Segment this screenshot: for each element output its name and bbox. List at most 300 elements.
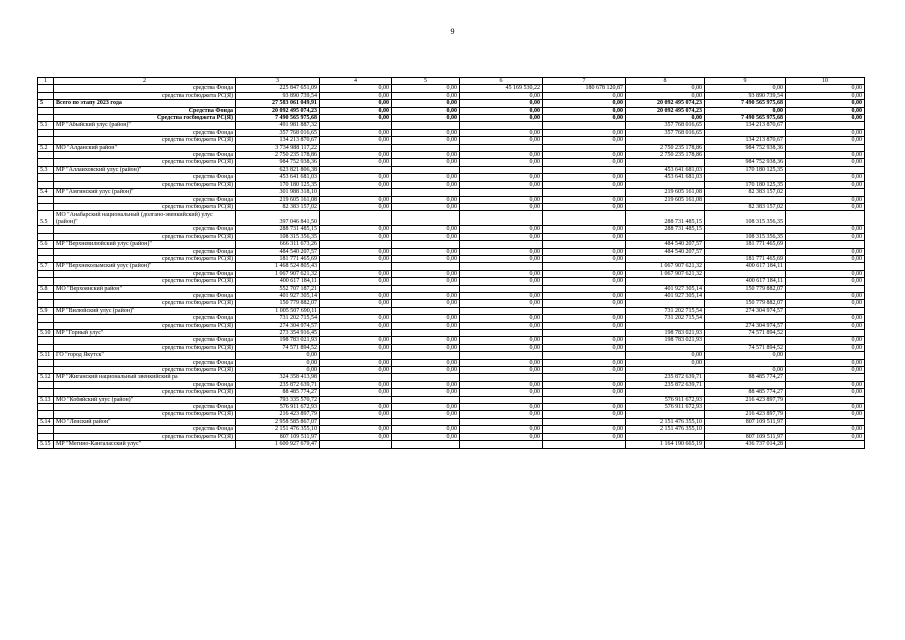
amount-cell: 0,00 <box>786 152 865 159</box>
amount-cell: 453 641 681,03 <box>626 166 705 173</box>
amount-cell <box>543 330 626 337</box>
amount-cell: 0,00 <box>786 226 865 233</box>
funding-source-cell: средства госбюджета РС(Я) <box>54 300 236 307</box>
column-number-cell: 5 <box>392 78 460 85</box>
amount-cell: 0,00 <box>460 226 543 233</box>
funding-source-cell: средства Фонда <box>54 129 236 136</box>
amount-cell: 0,00 <box>392 404 460 411</box>
row-number-cell <box>38 196 54 203</box>
amount-cell: 0,00 <box>460 344 543 351</box>
amount-cell: 0,00 <box>543 92 626 99</box>
table-row <box>38 174 865 181</box>
amount-cell <box>543 441 626 448</box>
funding-source-cell: средства Фонда <box>54 196 236 203</box>
funding-source-cell: Средства госбюджета РС(Я) <box>54 115 236 122</box>
amount-cell: 324 358 413,98 <box>236 374 320 381</box>
amount-cell: 0,00 <box>786 129 865 136</box>
amount-cell: 0,00 <box>320 181 392 188</box>
municipality-name-cell: МР "Абыйский улус (район)" <box>54 122 236 129</box>
amount-cell: 484 540 207,57 <box>626 248 705 255</box>
amount-cell: 170 180 125,35 <box>705 166 786 173</box>
funding-source-cell: средства Фонда <box>54 337 236 344</box>
table-row <box>38 278 865 285</box>
amount-cell: 0,00 <box>543 270 626 277</box>
row-number-cell <box>38 322 54 329</box>
amount-cell: 0,00 <box>786 248 865 255</box>
amount-cell: 397 046 841,50 <box>236 211 320 226</box>
amount-cell <box>392 418 460 425</box>
amount-cell: 288 731 485,15 <box>626 226 705 233</box>
amount-cell: 0,00 <box>460 107 543 114</box>
amount-cell: 74 571 894,52 <box>236 344 320 351</box>
amount-cell <box>460 166 543 173</box>
table-row <box>38 292 865 299</box>
amount-cell: 219 605 161,08 <box>626 189 705 196</box>
municipality-name-cell: МР "Горный улус" <box>54 330 236 337</box>
row-number-cell: 5.2 <box>38 144 54 151</box>
amount-cell: 273 354 916,45 <box>236 330 320 337</box>
amount-cell: 0,00 <box>320 255 392 262</box>
amount-cell <box>392 263 460 270</box>
amount-cell <box>320 307 392 314</box>
amount-cell: 150 779 882,07 <box>236 300 320 307</box>
amount-cell <box>705 337 786 344</box>
amount-cell: 2 750 235 178,86 <box>626 144 705 151</box>
row-number-cell <box>38 159 54 166</box>
amount-cell: 0,00 <box>786 159 865 166</box>
row-number-cell <box>38 181 54 188</box>
amount-cell <box>705 174 786 181</box>
table-row <box>38 107 865 114</box>
amount-cell: 88 485 774,27 <box>236 389 320 396</box>
amount-cell: 0,00 <box>320 196 392 203</box>
amount-cell: 0,00 <box>320 315 392 322</box>
row-number-cell <box>38 270 54 277</box>
row-number-cell: 5.12 <box>38 374 54 381</box>
amount-cell <box>786 263 865 270</box>
table-row <box>38 285 865 292</box>
amount-cell <box>320 144 392 151</box>
amount-cell: 0,00 <box>786 196 865 203</box>
amount-cell: 0,00 <box>460 278 543 285</box>
amount-cell <box>626 233 705 240</box>
table-row <box>38 344 865 351</box>
column-number-cell: 10 <box>786 78 865 85</box>
amount-cell: 0,00 <box>320 92 392 99</box>
table-row <box>38 255 865 262</box>
row-number-cell <box>38 381 54 388</box>
amount-cell: 198 783 021,93 <box>626 330 705 337</box>
amount-cell: 0,00 <box>543 107 626 114</box>
amount-cell <box>543 285 626 292</box>
amount-cell: 0,00 <box>392 381 460 388</box>
table-row <box>38 404 865 411</box>
amount-cell: 0,00 <box>705 367 786 374</box>
row-number-cell: 5.10 <box>38 330 54 337</box>
table-row <box>38 166 865 173</box>
amount-cell: 0,00 <box>786 433 865 440</box>
amount-cell: 0,00 <box>786 233 865 240</box>
amount-cell: 7 490 565 975,68 <box>705 100 786 107</box>
municipality-name-cell: ГО "город Якутск" <box>54 352 236 359</box>
amount-cell: 1 164 190 665,19 <box>626 441 705 448</box>
amount-cell: 0,00 <box>392 337 460 344</box>
amount-cell: 0,00 <box>460 292 543 299</box>
amount-cell: 731 202 715,54 <box>626 315 705 322</box>
amount-cell <box>320 418 392 425</box>
column-number-cell: 7 <box>543 78 626 85</box>
amount-cell <box>705 196 786 203</box>
amount-cell: 0,00 <box>460 203 543 210</box>
amount-cell: 0,00 <box>543 367 626 374</box>
funding-source-cell: средства госбюджета РС(Я) <box>54 278 236 285</box>
amount-cell: 0,00 <box>320 344 392 351</box>
amount-cell: 0,00 <box>392 270 460 277</box>
amount-cell: 0,00 <box>460 404 543 411</box>
amount-cell: 82 383 157,02 <box>705 189 786 196</box>
table-row <box>38 159 865 166</box>
amount-cell: 0,00 <box>392 85 460 92</box>
amount-cell: 0,00 <box>392 203 460 210</box>
amount-cell: 235 872 639,71 <box>626 381 705 388</box>
amount-cell <box>626 159 705 166</box>
amount-cell: 0,00 <box>320 292 392 299</box>
amount-cell: 0,00 <box>543 233 626 240</box>
amount-cell <box>460 352 543 359</box>
amount-cell: 82 383 157,02 <box>236 203 320 210</box>
amount-cell: 401 927 305,14 <box>626 285 705 292</box>
amount-cell <box>786 374 865 381</box>
amount-cell: 0,00 <box>320 159 392 166</box>
amount-cell: 0,00 <box>460 300 543 307</box>
amount-cell: 0,00 <box>786 203 865 210</box>
amount-cell <box>786 352 865 359</box>
amount-cell: 0,00 <box>320 152 392 159</box>
amount-cell: 0,00 <box>392 344 460 351</box>
amount-cell: 0,00 <box>543 174 626 181</box>
row-number-cell: 5.8 <box>38 285 54 292</box>
funding-source-cell: средства Фонда <box>54 404 236 411</box>
amount-cell <box>392 241 460 248</box>
funding-source-cell: средства Фонда <box>54 85 236 92</box>
amount-cell <box>705 359 786 366</box>
funding-source-cell: средства Фонда <box>54 315 236 322</box>
table-row <box>38 307 865 314</box>
amount-cell: 2 750 235 178,86 <box>626 152 705 159</box>
amount-cell: 216 423 897,79 <box>236 411 320 418</box>
amount-cell <box>705 226 786 233</box>
row-number-cell: 5.7 <box>38 263 54 270</box>
funding-source-cell: средства Фонда <box>54 426 236 433</box>
amount-cell <box>705 404 786 411</box>
amount-cell: 0,00 <box>786 255 865 262</box>
amount-cell: 45 169 530,22 <box>460 85 543 92</box>
row-number-cell: 5.3 <box>38 166 54 173</box>
amount-cell <box>320 352 392 359</box>
amount-cell: 0,00 <box>543 278 626 285</box>
amount-cell <box>626 278 705 285</box>
amount-cell: 0,00 <box>392 255 460 262</box>
amount-cell: 0,00 <box>786 92 865 99</box>
amount-cell <box>705 270 786 277</box>
amount-cell: 0,00 <box>460 270 543 277</box>
amount-cell <box>392 122 460 129</box>
amount-cell: 400 617 184,11 <box>705 263 786 270</box>
amount-cell: 0,00 <box>786 270 865 277</box>
amount-cell: 0,00 <box>460 181 543 188</box>
amount-cell <box>460 144 543 151</box>
amount-cell: 0,00 <box>705 85 786 92</box>
funding-source-cell: средства госбюджета РС(Я) <box>54 203 236 210</box>
table-row <box>38 115 865 122</box>
table-row <box>38 300 865 307</box>
amount-cell: 0,00 <box>786 85 865 92</box>
column-number-cell: 2 <box>54 78 236 85</box>
amount-cell <box>626 255 705 262</box>
table-row <box>38 330 865 337</box>
row-number-cell <box>38 203 54 210</box>
amount-cell: 1 067 907 621,32 <box>236 270 320 277</box>
amount-cell: 181 771 465,69 <box>236 255 320 262</box>
amount-cell <box>320 166 392 173</box>
amount-cell <box>543 352 626 359</box>
funding-source-cell: Средства Фонда <box>54 107 236 114</box>
row-number-cell <box>38 115 54 122</box>
funding-source-cell: средства Фонда <box>54 226 236 233</box>
amount-cell: 0,00 <box>320 411 392 418</box>
amount-cell <box>392 144 460 151</box>
amount-cell <box>543 144 626 151</box>
amount-cell: 0,00 <box>786 367 865 374</box>
amount-cell: 0,00 <box>320 359 392 366</box>
amount-cell: 731 202 715,54 <box>626 307 705 314</box>
amount-cell: 288 731 485,15 <box>626 211 705 226</box>
amount-cell: 0,00 <box>320 300 392 307</box>
amount-cell: 0,00 <box>786 137 865 144</box>
table-row <box>38 315 865 322</box>
amount-cell: 0,00 <box>460 426 543 433</box>
amount-cell: 0,00 <box>626 359 705 366</box>
table-row <box>38 411 865 418</box>
municipality-name-cell: МО "Анабарский национальный (долгано-эвенкийский) улус (район)" <box>54 211 236 226</box>
amount-cell: 198 783 021,93 <box>626 337 705 344</box>
amount-cell: 0,00 <box>543 255 626 262</box>
column-number-cell: 6 <box>460 78 543 85</box>
amount-cell: 3 734 988 117,22 <box>236 144 320 151</box>
amount-cell <box>320 330 392 337</box>
table-row <box>38 263 865 270</box>
table-row <box>38 92 865 99</box>
amount-cell: 150 779 882,07 <box>705 285 786 292</box>
amount-cell: 1 067 907 621,32 <box>626 263 705 270</box>
amount-cell <box>543 189 626 196</box>
amount-cell: 93 890 739,54 <box>705 92 786 99</box>
amount-cell: 108 315 356,35 <box>705 233 786 240</box>
amount-cell: 0,00 <box>460 233 543 240</box>
amount-cell <box>392 441 460 448</box>
amount-cell: 0,00 <box>786 300 865 307</box>
amount-cell: 82 383 157,02 <box>705 203 786 210</box>
municipality-name-cell: МО "Ленский район" <box>54 418 236 425</box>
amount-cell: 0,00 <box>392 233 460 240</box>
table-row <box>38 137 865 144</box>
amount-cell: 0,00 <box>460 381 543 388</box>
amount-cell <box>786 144 865 151</box>
amount-cell: 2 151 476 355,10 <box>626 426 705 433</box>
row-number-cell <box>38 292 54 299</box>
row-number-cell <box>38 248 54 255</box>
amount-cell: 0,00 <box>460 337 543 344</box>
table-row <box>38 181 865 188</box>
row-number-cell <box>38 174 54 181</box>
amount-cell: 108 315 356,35 <box>705 211 786 226</box>
amount-cell: 0,00 <box>460 152 543 159</box>
amount-cell: 2 958 585 867,07 <box>236 418 320 425</box>
row-number-cell: 5.11 <box>38 352 54 359</box>
amount-cell: 0,00 <box>786 292 865 299</box>
municipality-name-cell: МР "Мегино-Кангаласский улус" <box>54 441 236 448</box>
amount-cell: 1 468 524 805,43 <box>236 263 320 270</box>
amount-cell: 0,00 <box>786 404 865 411</box>
amount-cell: 0,00 <box>460 248 543 255</box>
amount-cell <box>460 396 543 403</box>
amount-cell: 807 109 511,97 <box>705 418 786 425</box>
amount-cell <box>786 166 865 173</box>
amount-cell <box>460 211 543 226</box>
funding-source-cell: средства госбюджета РС(Я) <box>54 389 236 396</box>
table-row <box>38 211 865 226</box>
amount-cell: 170 180 125,35 <box>236 181 320 188</box>
funding-source-cell: средства Фонда <box>54 152 236 159</box>
table-row <box>38 389 865 396</box>
table-row <box>38 322 865 329</box>
amount-cell: 0,00 <box>392 159 460 166</box>
row-number-cell <box>38 367 54 374</box>
funding-source-cell: средства госбюджета РС(Я) <box>54 255 236 262</box>
amount-cell: 793 335 570,72 <box>236 396 320 403</box>
amount-cell <box>786 307 865 314</box>
amount-cell: 484 540 207,57 <box>236 248 320 255</box>
row-number-cell <box>38 411 54 418</box>
amount-cell <box>320 374 392 381</box>
amount-cell: 0,00 <box>320 203 392 210</box>
amount-cell: 235 872 639,71 <box>236 381 320 388</box>
amount-cell <box>786 211 865 226</box>
funding-source-cell: средства госбюджета РС(Я) <box>54 181 236 188</box>
table-row <box>38 189 865 196</box>
amount-cell: 20 092 495 074,23 <box>626 107 705 114</box>
municipality-name-cell: МР "Вилюйский улус (район)" <box>54 307 236 314</box>
amount-cell: 807 109 511,97 <box>236 433 320 440</box>
municipality-name-cell: МР "Амгинский улус (район)" <box>54 189 236 196</box>
amount-cell: 1 600 927 679,47 <box>236 441 320 448</box>
amount-cell: 288 731 485,15 <box>236 226 320 233</box>
amount-cell: 0,00 <box>320 129 392 136</box>
amount-cell: 93 890 739,54 <box>236 92 320 99</box>
amount-cell: 0,00 <box>320 174 392 181</box>
amount-cell: 400 617 184,11 <box>705 278 786 285</box>
amount-cell: 0,00 <box>705 107 786 114</box>
funding-source-cell: средства госбюджета РС(Я) <box>54 159 236 166</box>
funding-source-cell: средства Фонда <box>54 292 236 299</box>
amount-cell <box>460 241 543 248</box>
row-number-cell: 5.15 <box>38 441 54 448</box>
amount-cell <box>392 189 460 196</box>
amount-cell <box>392 307 460 314</box>
municipality-name-cell: Всего по этапу 2023 года <box>54 100 236 107</box>
amount-cell: 0,00 <box>392 278 460 285</box>
amount-cell <box>392 352 460 359</box>
funding-source-cell: средства госбюджета РС(Я) <box>54 433 236 440</box>
funding-source-cell: средства Фонда <box>54 270 236 277</box>
amount-cell: 0,00 <box>786 344 865 351</box>
amount-cell: 0,00 <box>392 367 460 374</box>
amount-cell <box>392 211 460 226</box>
row-number-cell <box>38 389 54 396</box>
amount-cell <box>460 418 543 425</box>
table-row <box>38 352 865 359</box>
amount-cell: 0,00 <box>320 226 392 233</box>
table-row <box>38 152 865 159</box>
amount-cell: 301 988 318,10 <box>236 189 320 196</box>
amount-cell <box>392 374 460 381</box>
amount-cell: 0,00 <box>460 100 543 107</box>
table-row <box>38 433 865 440</box>
amount-cell: 0,00 <box>626 352 705 359</box>
amount-cell: 436 737 014,28 <box>705 441 786 448</box>
amount-cell <box>460 285 543 292</box>
table-row <box>38 233 865 240</box>
amount-cell: 357 768 016,65 <box>626 122 705 129</box>
amount-cell <box>543 307 626 314</box>
amount-cell: 0,00 <box>543 322 626 329</box>
amount-cell <box>543 122 626 129</box>
amount-cell: 0,00 <box>392 322 460 329</box>
amount-cell: 984 752 938,36 <box>705 159 786 166</box>
funding-source-cell: средства госбюджета РС(Я) <box>54 344 236 351</box>
amount-cell: 0,00 <box>626 115 705 122</box>
amount-cell: 216 423 897,79 <box>705 411 786 418</box>
amount-cell: 357 768 016,65 <box>236 129 320 136</box>
amount-cell: 0,00 <box>392 433 460 440</box>
amount-cell <box>460 189 543 196</box>
amount-cell: 0,00 <box>320 233 392 240</box>
funding-source-cell: средства госбюджета РС(Я) <box>54 92 236 99</box>
amount-cell <box>320 211 392 226</box>
amount-cell: 0,00 <box>320 100 392 107</box>
amount-cell <box>626 367 705 374</box>
column-number-cell: 8 <box>626 78 705 85</box>
row-number-cell: 5.6 <box>38 241 54 248</box>
amount-cell: 357 768 016,65 <box>626 129 705 136</box>
amount-cell: 88 485 774,27 <box>705 374 786 381</box>
amount-cell <box>543 211 626 226</box>
row-number-cell <box>38 344 54 351</box>
funding-source-cell: средства госбюджета РС(Я) <box>54 367 236 374</box>
amount-cell <box>392 396 460 403</box>
amount-cell: 150 779 882,07 <box>705 300 786 307</box>
amount-cell: 491 981 887,32 <box>236 122 320 129</box>
table-row <box>38 85 865 92</box>
table-row <box>38 367 865 374</box>
amount-cell: 0,00 <box>543 389 626 396</box>
amount-cell <box>626 433 705 440</box>
amount-cell <box>786 285 865 292</box>
amount-cell: 0,00 <box>392 107 460 114</box>
row-number-cell <box>38 426 54 433</box>
amount-cell: 0,00 <box>460 129 543 136</box>
amount-cell <box>786 241 865 248</box>
